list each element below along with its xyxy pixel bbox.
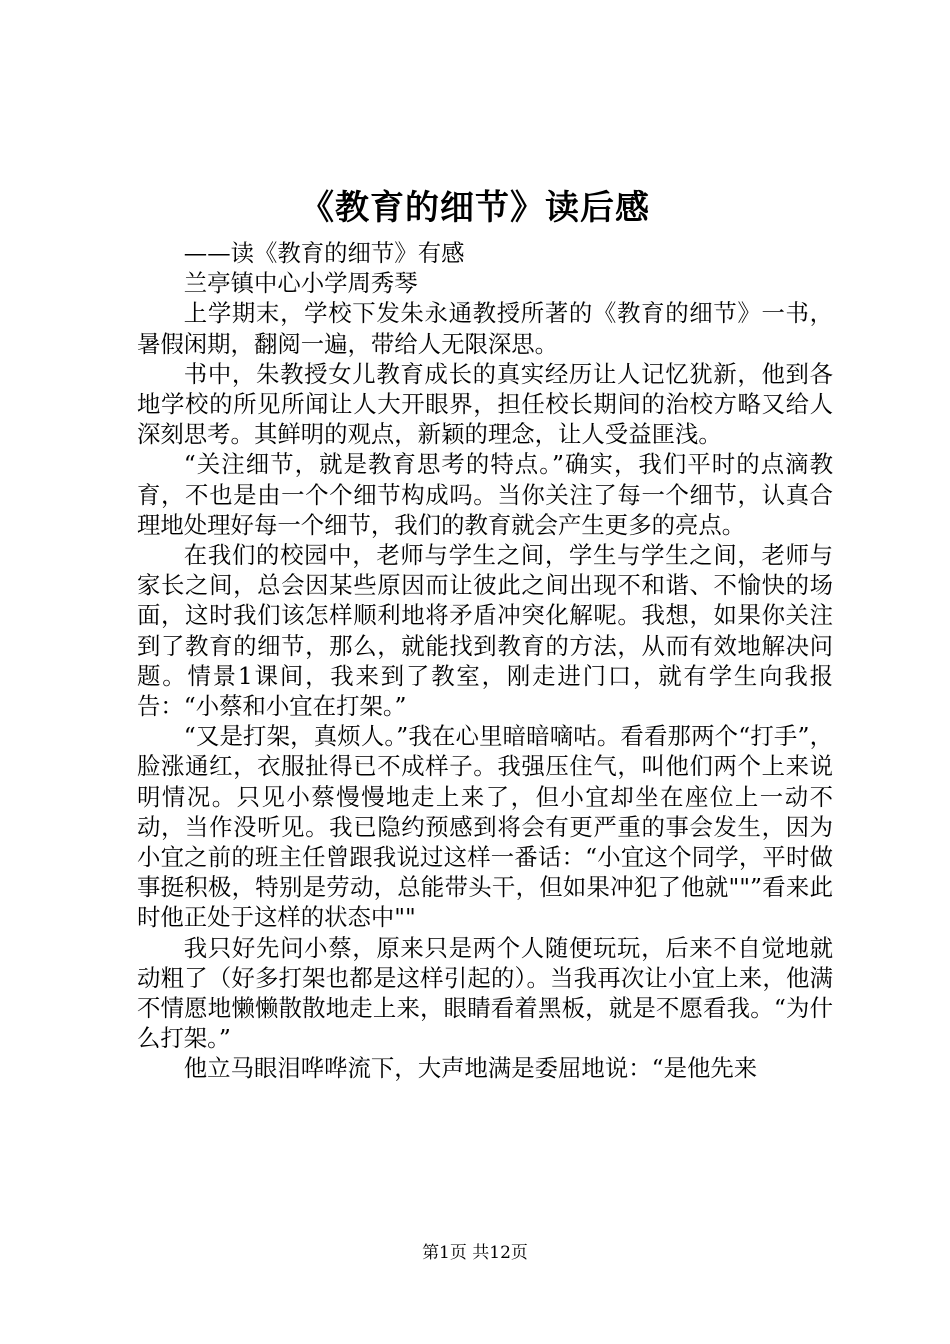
document-title: 《教育的细节》读后感 [300,188,650,228]
paragraph: “关注细节，就是教育思考的特点。”确实，我们平时的点滴教育，不也是由一个个细节构成吗。当你关注了每一个细节，认真合理地处理好每一个细节，我们的教育就会产生更多的亮点。 [137,450,833,539]
page-number-footer: 第1页 共12页 [422,1243,528,1263]
author-line: 兰亭镇中心小学周秀琴 [183,269,418,298]
document-body [137,238,833,1084]
paragraph: 他立马眼泪哗哗流下，大声地满是委屈地说：“是他先来 [183,1054,758,1083]
paragraph: 在我们的校园中，老师与学生之间，学生与学生之间，老师与家长之间，总会因某些原因而让彼此之间出现不和谐、不愉快的场面，这时我们该怎样顺利地将矛盾冲突化解呢。我想，如果你关注到了教育的细节，那么，就能找到教育的方法，从而有效地解决问题。情景1课间，我来到了教室，刚走进门口，就有学生向我报告：“小蔡和小宜在打架。” [137,541,833,721]
paragraph: 我只好先问小蔡，原来只是两个人随便玩玩，后来不自觉地就动粗了（好多打架也都是这样引起的）。当我再次让小宜上来，他满不情愿地懒懒散散地走上来，眼睛看着黑板，就是不愿看我。“为什么打架。” [137,933,833,1053]
subtitle-line: ——读《教育的细节》有感 [183,239,465,267]
paragraph: 上学期末，学校下发朱永通教授所著的《教育的细节》一书，暑假闲期，翻阅一遍，带给人无限深思。 [137,299,833,358]
paragraph: “又是打架，真烦人。”我在心里暗暗嘀咕。看看那两个“打手”，脸涨通红，衣服扯得已不成样子。我强压住气，叫他们两个上来说明情况。只见小蔡慢慢地走上来了，但小宜却坐在座位上一动不动，当作没听见。我已隐约预感到将会有更严重的事会发生，因为小宜之前的班主任曾跟我说过这样一番话：“小宜这个同学，平时做事挺积极，特别是劳动，总能带头干，但如果冲犯了他就""”看来此时他正处于这样的状态中"" [137,722,833,932]
paragraph: 书中，朱教授女儿教育成长的真实经历让人记忆犹新，他到各地学校的所见所闻让人大开眼界，担任校长期间的治校方略又给人深刻思考。其鲜明的观点，新颖的理念，让人受益匪浅。 [137,359,833,449]
